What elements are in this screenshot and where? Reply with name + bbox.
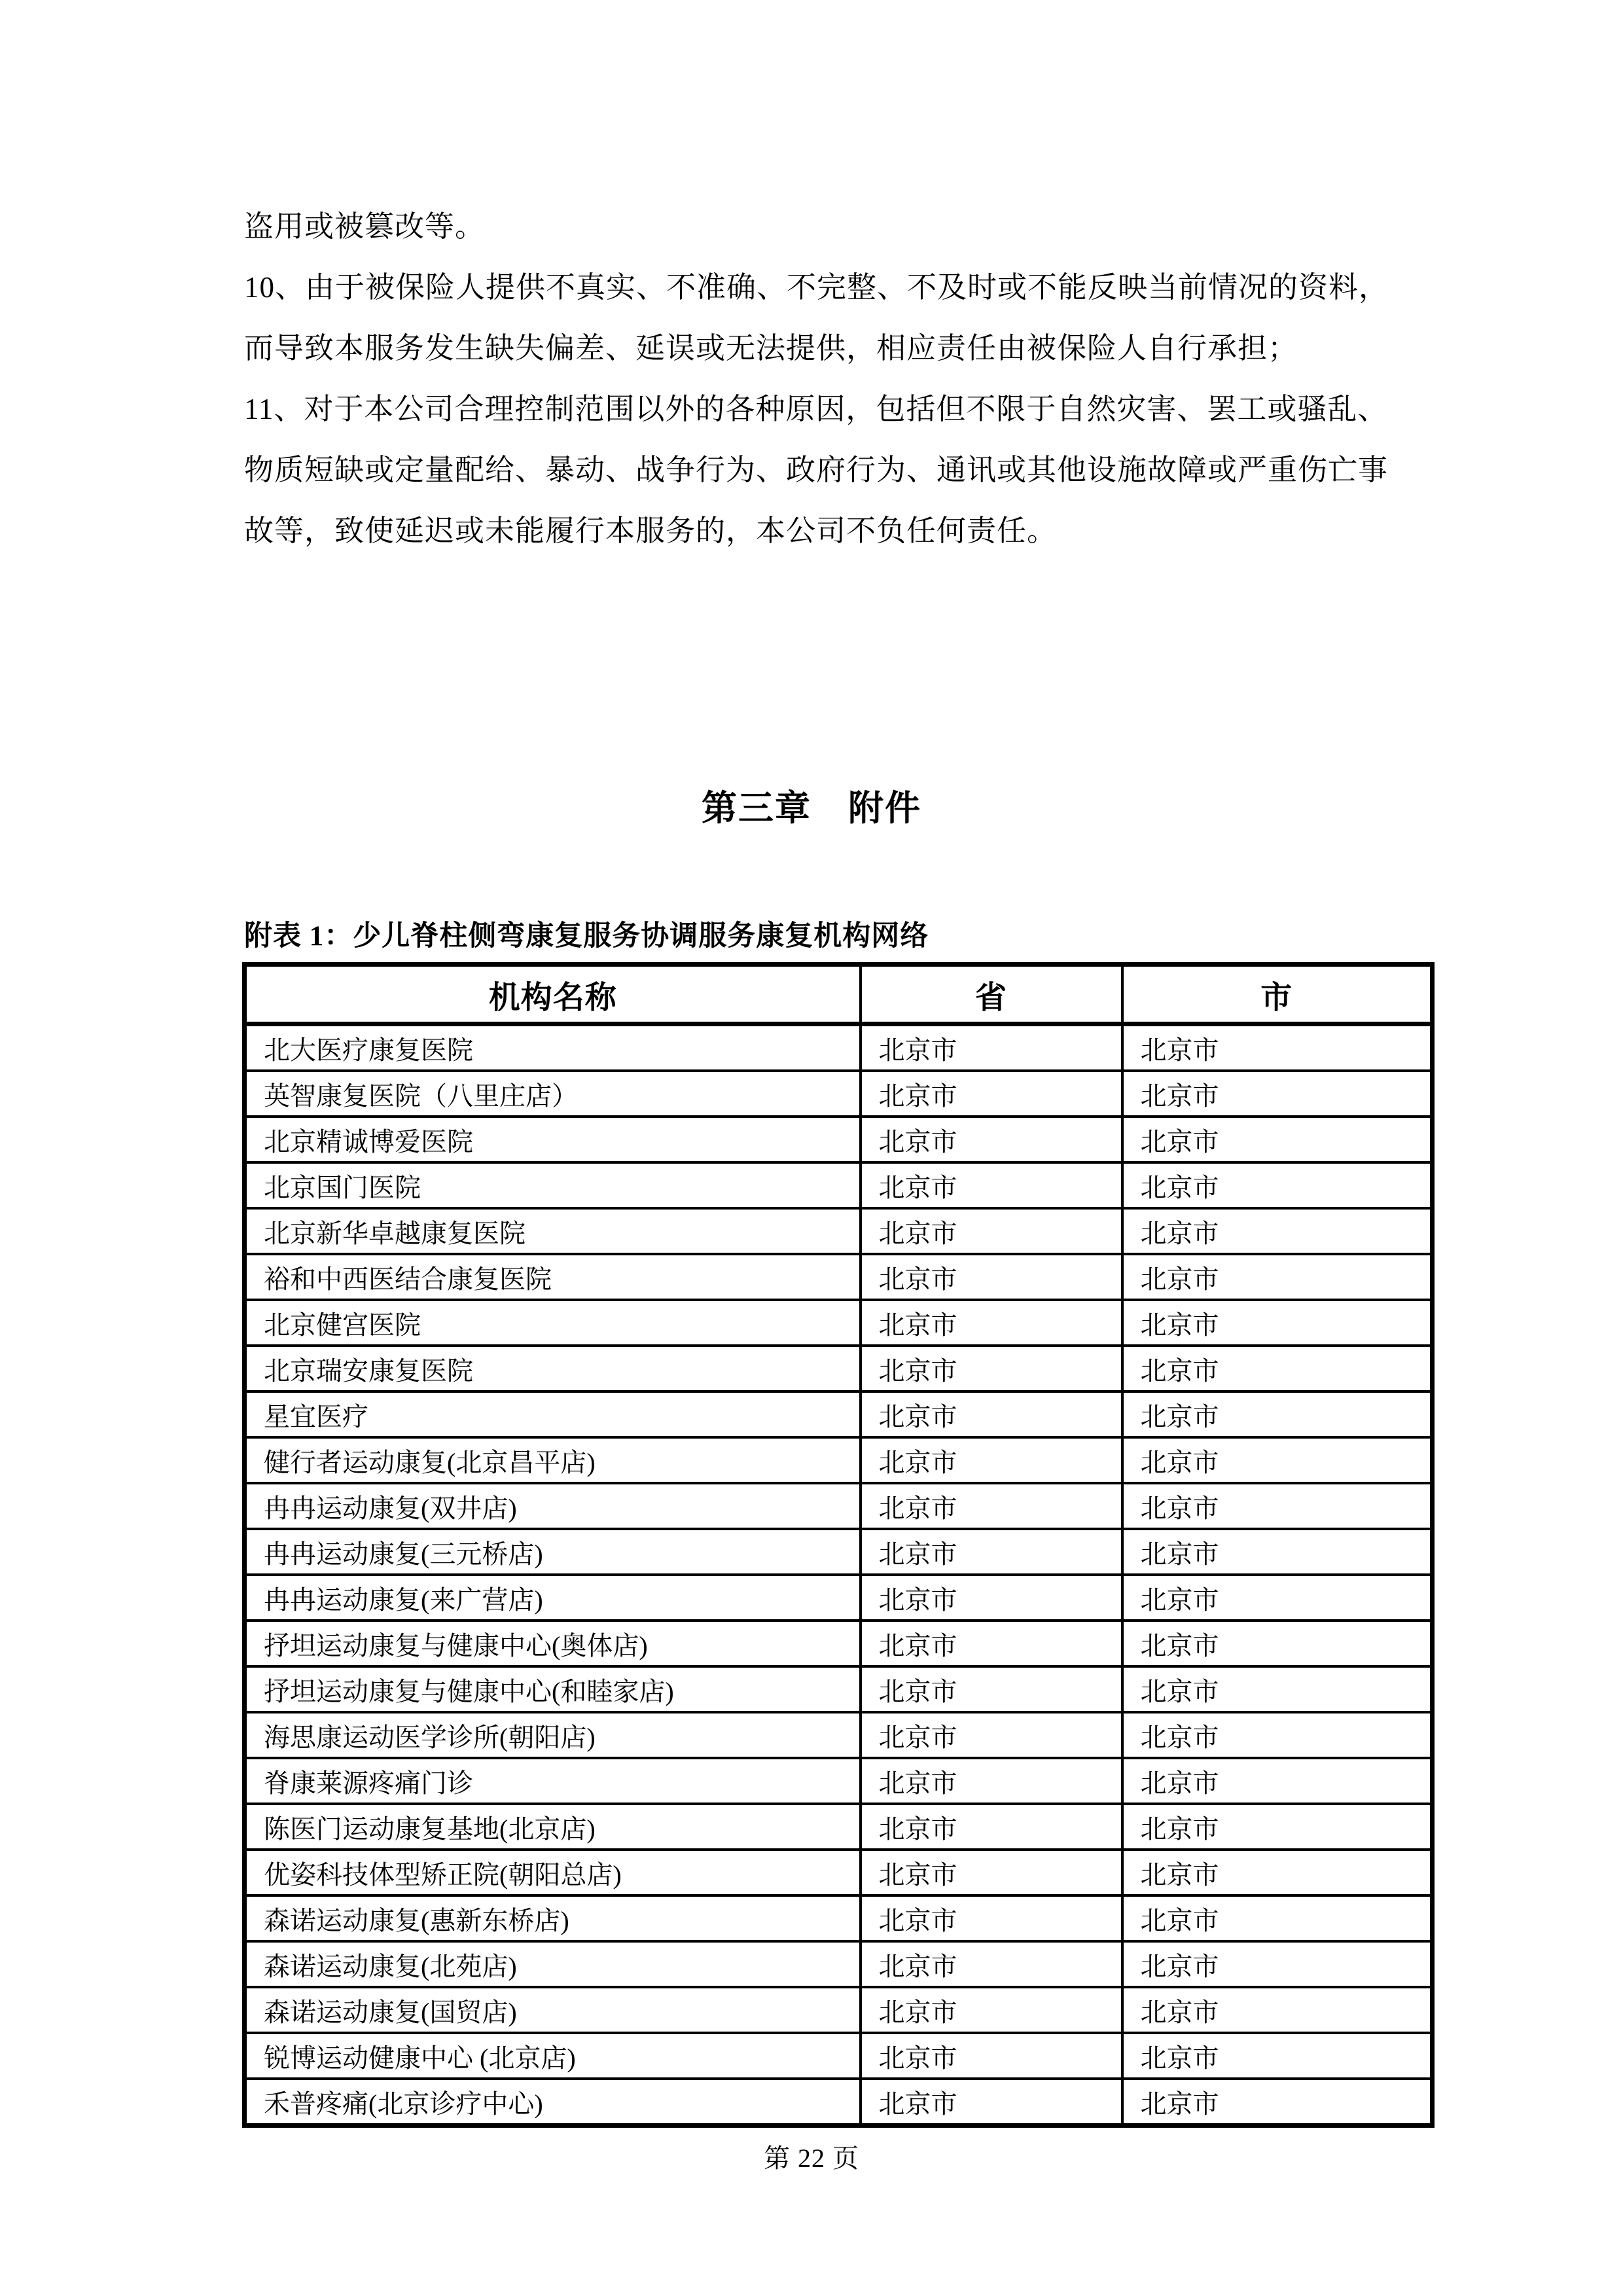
cell-province: 北京市 — [861, 1208, 1122, 1254]
cell-province: 北京市 — [861, 1804, 1122, 1850]
table-row — [245, 1895, 1433, 1941]
cell-city: 北京市 — [1122, 1208, 1433, 1254]
cell-institution-name: 锐博运动健康中心 (北京店) — [245, 2033, 861, 2079]
cell-city: 北京市 — [1122, 1712, 1433, 1758]
table-row — [245, 1162, 1433, 1208]
cell-province: 北京市 — [861, 1391, 1122, 1437]
body-text-line: 10、由于被保险人提供不真实、不准确、不完整、不及时或不能反映当前情况的资料， — [244, 271, 1389, 304]
cell-institution-name: 北京健宫医院 — [245, 1300, 861, 1346]
body-text-line: 11、对于本公司合理控制范围以外的各种原因，包括但不限于自然灾害、罢工或骚乱、 — [244, 393, 1388, 425]
column-header-institution-name: 机构名称 — [245, 965, 861, 1024]
table-row — [245, 1666, 1433, 1712]
cell-province: 北京市 — [861, 1758, 1122, 1804]
cell-city: 北京市 — [1122, 1621, 1433, 1666]
cell-city: 北京市 — [1122, 1529, 1433, 1575]
table-row — [245, 1621, 1433, 1666]
cell-institution-name: 优姿科技体型矫正院(朝阳总店) — [245, 1850, 861, 1895]
table-row — [245, 1804, 1433, 1850]
table-row — [245, 1071, 1433, 1117]
cell-province: 北京市 — [861, 1941, 1122, 1987]
chapter-heading: 第三章 附件 — [702, 789, 921, 828]
table-row — [245, 1575, 1433, 1621]
cell-institution-name: 北京瑞安康复医院 — [245, 1346, 861, 1391]
cell-institution-name: 陈医门运动康复基地(北京店) — [245, 1804, 861, 1850]
table-row — [245, 1346, 1433, 1391]
cell-city: 北京市 — [1122, 2079, 1433, 2126]
cell-institution-name: 裕和中西医结合康复医院 — [245, 1254, 861, 1300]
cell-city: 北京市 — [1122, 1024, 1433, 1071]
cell-institution-name: 海思康运动医学诊所(朝阳店) — [245, 1712, 861, 1758]
cell-province: 北京市 — [861, 1483, 1122, 1529]
page-number: 第 22 页 — [764, 2144, 859, 2173]
cell-institution-name: 禾普疼痛(北京诊疗中心) — [245, 2079, 861, 2126]
cell-institution-name: 脊康莱源疼痛门诊 — [245, 1758, 861, 1804]
cell-province: 北京市 — [861, 1850, 1122, 1895]
cell-institution-name: 森诺运动康复(北苑店) — [245, 1941, 861, 1987]
cell-city: 北京市 — [1122, 1254, 1433, 1300]
cell-institution-name: 北京精诚博爱医院 — [245, 1117, 861, 1162]
cell-institution-name: 冉冉运动康复(来广营店) — [245, 1575, 861, 1621]
cell-province: 北京市 — [861, 1162, 1122, 1208]
cell-province: 北京市 — [861, 1895, 1122, 1941]
table-header — [245, 965, 1433, 1024]
table-body — [245, 1024, 1433, 2126]
cell-city: 北京市 — [1122, 1575, 1433, 1621]
table-row — [245, 1941, 1433, 1987]
table-row — [245, 1391, 1433, 1437]
table-row — [245, 2079, 1433, 2126]
cell-province: 北京市 — [861, 1024, 1122, 1071]
cell-institution-name: 冉冉运动康复(双井店) — [245, 1483, 861, 1529]
table-row — [245, 1117, 1433, 1162]
cell-province: 北京市 — [861, 1666, 1122, 1712]
cell-city: 北京市 — [1122, 1162, 1433, 1208]
table-row — [245, 1437, 1433, 1483]
body-text-line: 故等，致使延迟或未能履行本服务的，本公司不负任何责任。 — [244, 514, 1058, 547]
cell-city: 北京市 — [1122, 1804, 1433, 1850]
cell-province: 北京市 — [861, 1575, 1122, 1621]
cell-city: 北京市 — [1122, 1300, 1433, 1346]
cell-institution-name: 健行者运动康复(北京昌平店) — [245, 1437, 861, 1483]
cell-city: 北京市 — [1122, 1666, 1433, 1712]
cell-province: 北京市 — [861, 1254, 1122, 1300]
cell-province: 北京市 — [861, 1437, 1122, 1483]
cell-city: 北京市 — [1122, 1117, 1433, 1162]
cell-province: 北京市 — [861, 2079, 1122, 2126]
cell-city: 北京市 — [1122, 1758, 1433, 1804]
body-text-line: 物质短缺或定量配给、暴动、战争行为、政府行为、通讯或其他设施故障或严重伤亡事 — [244, 454, 1389, 486]
cell-city: 北京市 — [1122, 1391, 1433, 1437]
cell-institution-name: 北大医疗康复医院 — [245, 1024, 861, 1071]
body-text — [244, 196, 1389, 562]
institution-network-table — [242, 962, 1435, 2128]
cell-province: 北京市 — [861, 1712, 1122, 1758]
cell-city: 北京市 — [1122, 1483, 1433, 1529]
cell-city: 北京市 — [1122, 1850, 1433, 1895]
cell-institution-name: 北京新华卓越康复医院 — [245, 1208, 861, 1254]
cell-institution-name: 森诺运动康复(惠新东桥店) — [245, 1895, 861, 1941]
table-row — [245, 1483, 1433, 1529]
table-header-row — [245, 965, 1433, 1024]
cell-province: 北京市 — [861, 1117, 1122, 1162]
cell-city: 北京市 — [1122, 2033, 1433, 2079]
cell-city: 北京市 — [1122, 1987, 1433, 2033]
table-row — [245, 1300, 1433, 1346]
table-row — [245, 1024, 1433, 1071]
body-text-line: 盗用或被篡改等。 — [244, 210, 486, 243]
cell-city: 北京市 — [1122, 1941, 1433, 1987]
cell-province: 北京市 — [861, 1346, 1122, 1391]
column-header-province: 省 — [861, 965, 1122, 1024]
table-row — [245, 1712, 1433, 1758]
table-row — [245, 1529, 1433, 1575]
cell-province: 北京市 — [861, 1300, 1122, 1346]
table-row — [245, 1254, 1433, 1300]
table-row — [245, 1850, 1433, 1895]
cell-institution-name: 英智康复医院（八里庄店） — [245, 1071, 861, 1117]
cell-province: 北京市 — [861, 1071, 1122, 1117]
cell-institution-name: 星宜医疗 — [245, 1391, 861, 1437]
column-header-city: 市 — [1122, 965, 1433, 1024]
cell-province: 北京市 — [861, 1987, 1122, 2033]
cell-city: 北京市 — [1122, 1346, 1433, 1391]
cell-institution-name: 北京国门医院 — [245, 1162, 861, 1208]
cell-institution-name: 森诺运动康复(国贸店) — [245, 1987, 861, 2033]
cell-city: 北京市 — [1122, 1895, 1433, 1941]
cell-province: 北京市 — [861, 2033, 1122, 2079]
table-row — [245, 2033, 1433, 2079]
table-row — [245, 1987, 1433, 2033]
cell-institution-name: 冉冉运动康复(三元桥店) — [245, 1529, 861, 1575]
cell-institution-name: 抒坦运动康复与健康中心(和睦家店) — [245, 1666, 861, 1712]
table-caption: 附表 1：少儿脊柱侧弯康复服务协调服务康复机构网络 — [244, 921, 929, 952]
cell-city: 北京市 — [1122, 1437, 1433, 1483]
cell-province: 北京市 — [861, 1621, 1122, 1666]
cell-institution-name: 抒坦运动康复与健康中心(奥体店) — [245, 1621, 861, 1666]
table-row — [245, 1758, 1433, 1804]
table-row — [245, 1208, 1433, 1254]
cell-province: 北京市 — [861, 1529, 1122, 1575]
body-text-line: 而导致本服务发生缺失偏差、延误或无法提供，相应责任由被保险人自行承担； — [244, 332, 1298, 365]
cell-city: 北京市 — [1122, 1071, 1433, 1117]
